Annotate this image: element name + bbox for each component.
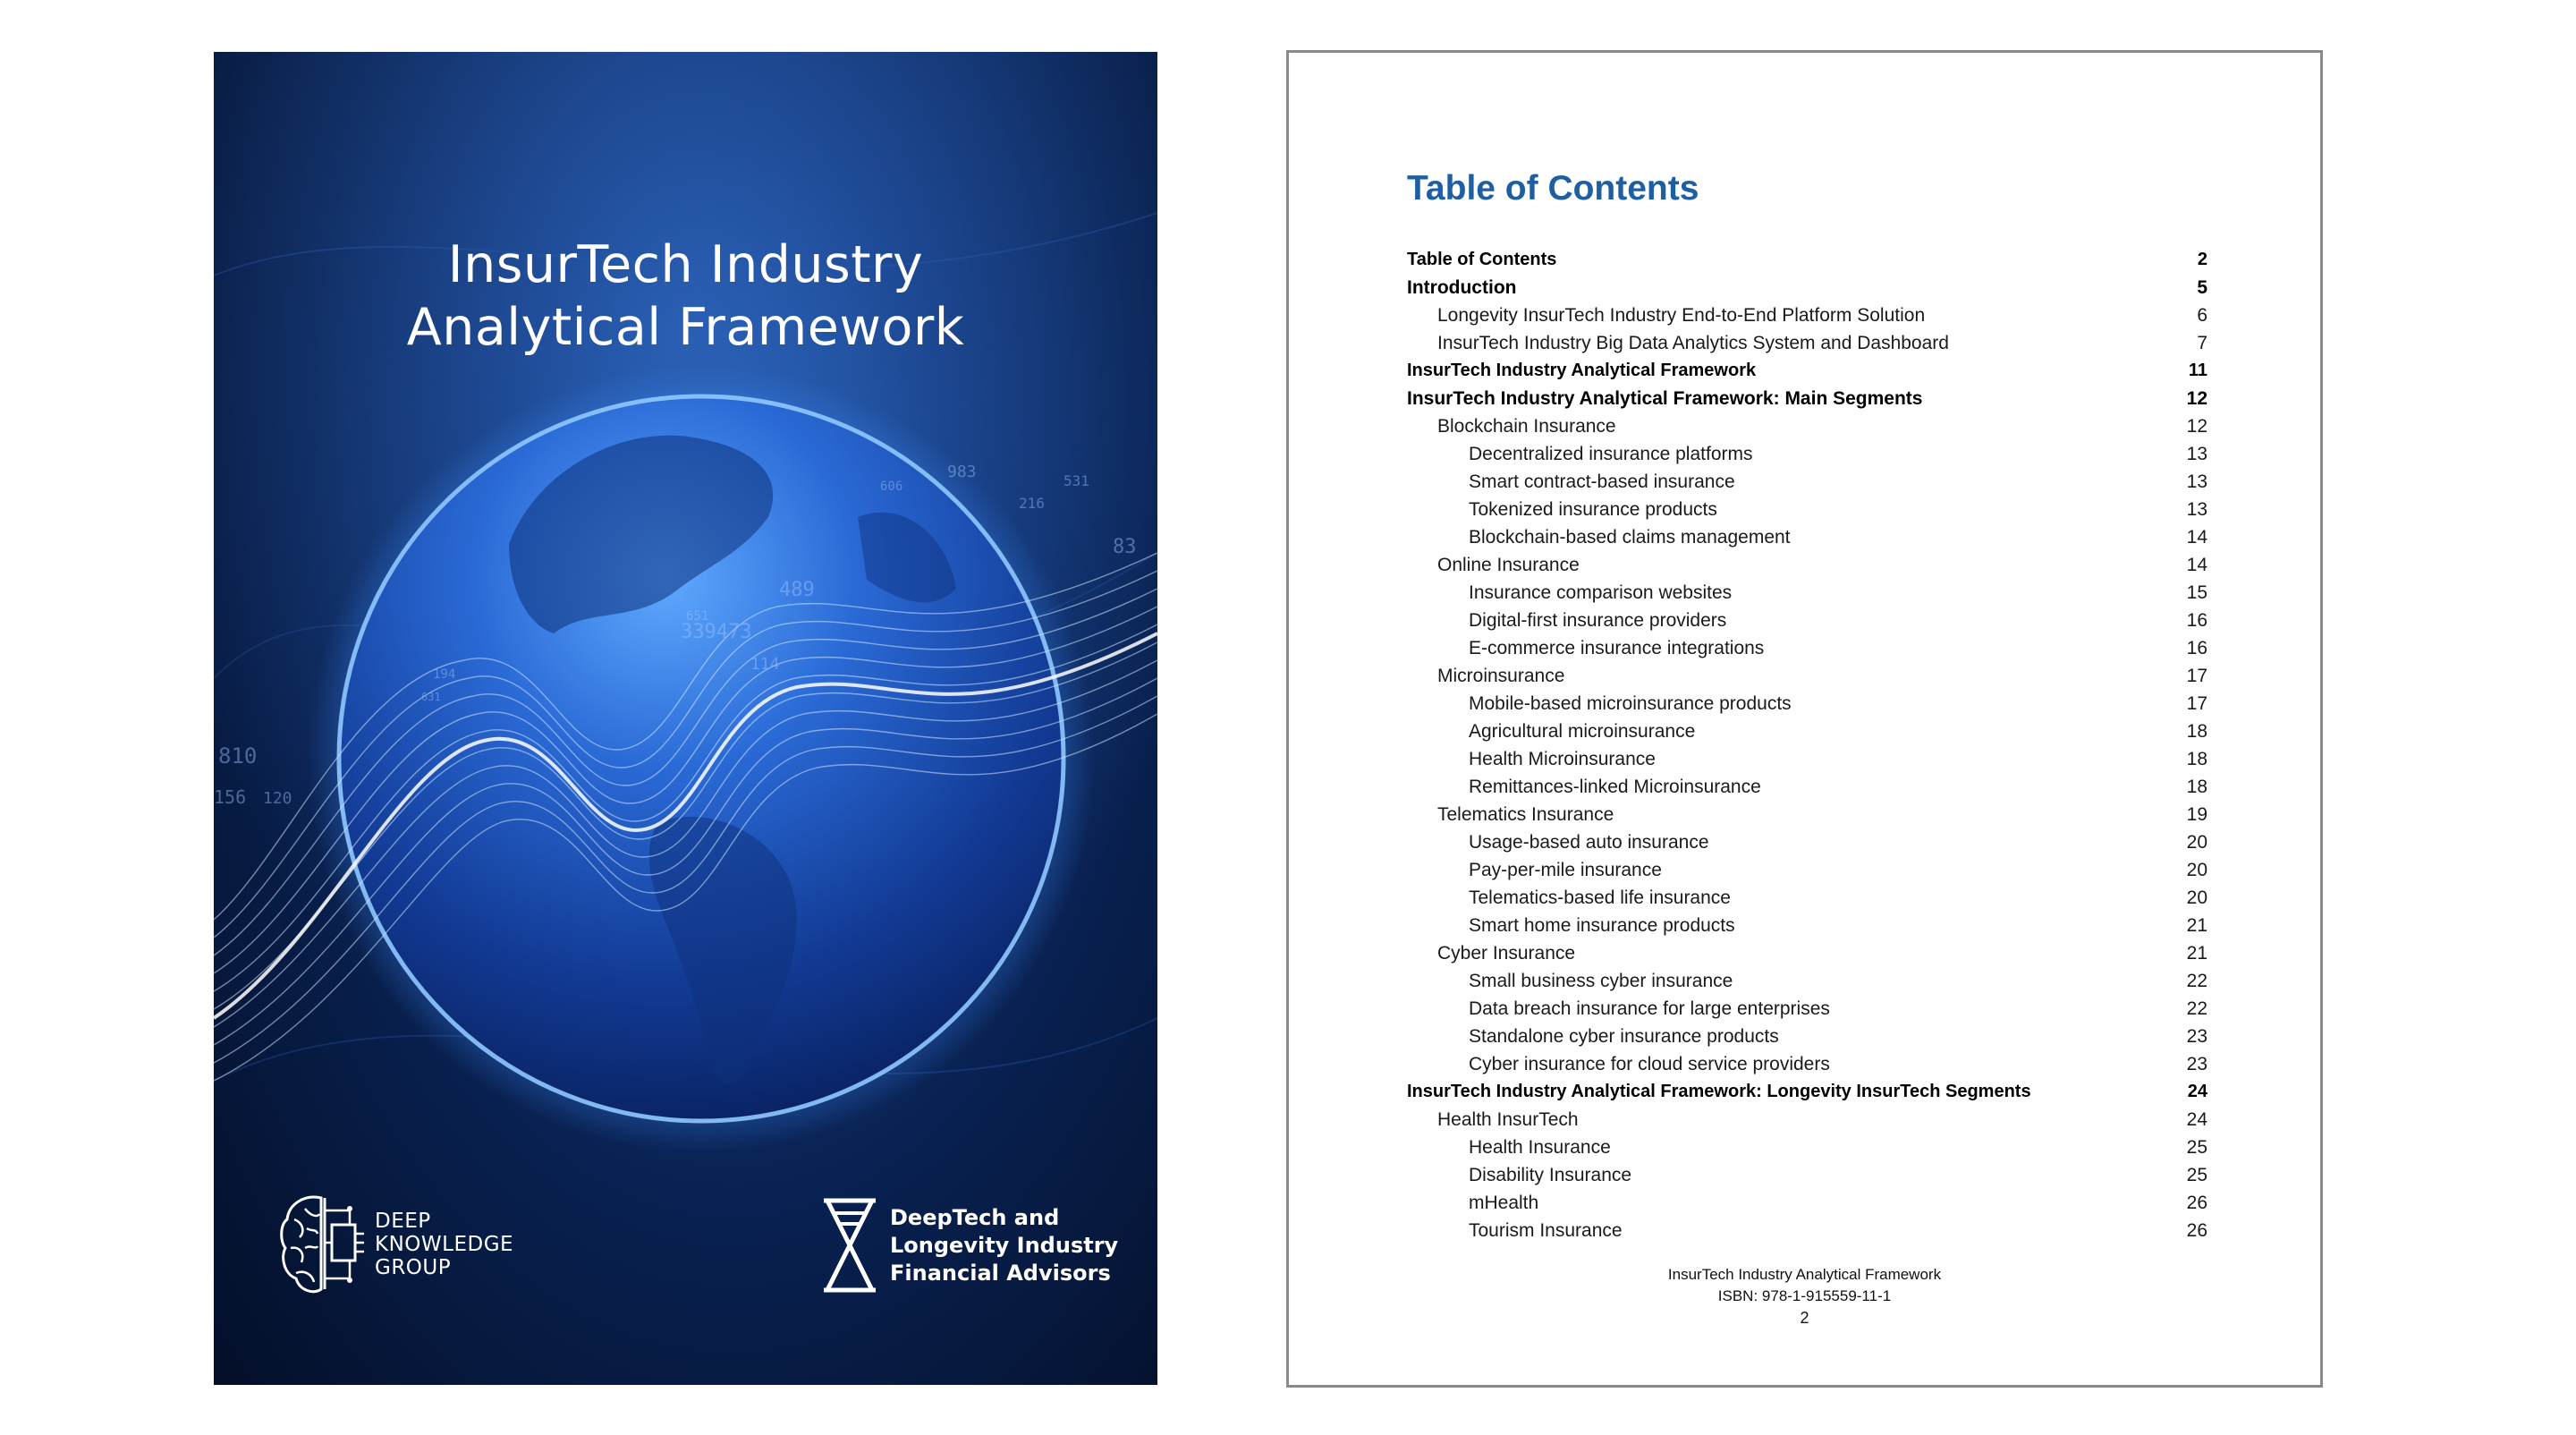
cover-title-line-2: Analytical Framework xyxy=(406,298,965,357)
toc-entry-title: Small business cyber insurance xyxy=(1469,971,1733,991)
table-of-contents-page xyxy=(1286,50,2323,1388)
toc-entry[interactable] xyxy=(1407,301,2207,329)
toc-entry-title: Cyber Insurance xyxy=(1437,943,1576,964)
footer-isbn: ISBN: 978-1-915559-11-1 xyxy=(1717,1287,1892,1304)
deeptech-longevity-logo-text xyxy=(890,1204,1118,1287)
toc-entry-page: 16 xyxy=(2186,638,2207,658)
toc-entry-page: 12 xyxy=(2186,388,2207,409)
toc-entry-page: 20 xyxy=(2186,887,2207,908)
svg-text:114: 114 xyxy=(750,655,780,674)
toc-entry[interactable] xyxy=(1407,856,2207,884)
logo-left-line-1: DEEP xyxy=(375,1210,431,1233)
toc-entry[interactable] xyxy=(1407,385,2207,412)
svg-text:606: 606 xyxy=(880,480,903,494)
toc-entry-title: Insurance comparison websites xyxy=(1469,582,1733,603)
toc-entry[interactable] xyxy=(1407,1134,2207,1161)
toc-entry-page: 24 xyxy=(2187,1082,2207,1101)
deep-knowledge-group-logo-text xyxy=(375,1210,513,1279)
toc-entry[interactable] xyxy=(1407,496,2207,523)
toc-entry[interactable] xyxy=(1407,1189,2207,1217)
toc-entry-page: 15 xyxy=(2186,582,2207,603)
toc-entry-page: 20 xyxy=(2186,860,2207,880)
brain-chip-logo-icon xyxy=(278,1193,368,1298)
toc-entry-page: 7 xyxy=(2197,333,2207,353)
toc-entry[interactable] xyxy=(1407,607,2207,634)
toc-entry[interactable] xyxy=(1407,1161,2207,1189)
toc-entry[interactable] xyxy=(1407,884,2207,912)
toc-entry-title: Mobile-based microinsurance products xyxy=(1469,693,1792,714)
toc-entry[interactable] xyxy=(1407,468,2207,496)
svg-text:531: 531 xyxy=(1063,472,1089,489)
toc-entry-page: 18 xyxy=(2186,749,2207,769)
svg-text:339473: 339473 xyxy=(681,621,752,643)
toc-entry-title: Standalone cyber insurance products xyxy=(1469,1026,1779,1047)
toc-entry-page: 13 xyxy=(2186,471,2207,492)
toc-entry[interactable] xyxy=(1407,939,2207,967)
toc-entry-title: Longevity InsurTech Industry End-to-End Platform Solution xyxy=(1437,305,1926,326)
toc-entry-title: Tokenized insurance products xyxy=(1469,499,1717,520)
toc-entry-title: Blockchain Insurance xyxy=(1437,416,1616,437)
toc-entry[interactable] xyxy=(1407,967,2207,995)
toc-entry-page: 5 xyxy=(2197,277,2207,298)
toc-entry-page: 13 xyxy=(2186,499,2207,520)
toc-entry-title: Introduction xyxy=(1407,277,1517,298)
footer-title: InsurTech Industry Analytical Framework xyxy=(1667,1266,1942,1283)
toc-entry-page: 23 xyxy=(2186,1026,2207,1047)
toc-entry-title: Decentralized insurance platforms xyxy=(1469,444,1753,464)
toc-entry-page: 19 xyxy=(2186,804,2207,825)
toc-entry-title: Usage-based auto insurance xyxy=(1469,832,1709,853)
toc-entry-page: 2 xyxy=(2197,250,2207,269)
toc-entry-title: Health InsurTech xyxy=(1437,1109,1579,1130)
toc-entry-page: 26 xyxy=(2186,1193,2207,1213)
logo-left-line-3: GROUP xyxy=(375,1256,452,1279)
toc-entry-page: 26 xyxy=(2186,1220,2207,1241)
toc-entry[interactable] xyxy=(1407,690,2207,718)
toc-entry-page: 18 xyxy=(2186,777,2207,797)
toc-entry-title: Digital-first insurance providers xyxy=(1469,610,1727,631)
toc-entry[interactable] xyxy=(1407,523,2207,551)
svg-text:120: 120 xyxy=(263,789,292,808)
toc-entry-title: Health Microinsurance xyxy=(1469,749,1656,769)
footer-page-number: 2 xyxy=(1800,1309,1809,1327)
toc-entry[interactable] xyxy=(1407,718,2207,745)
toc-entry-page: 17 xyxy=(2186,693,2207,714)
toc-entry[interactable] xyxy=(1407,828,2207,856)
toc-entry-title: Smart contract-based insurance xyxy=(1469,471,1735,492)
toc-entry[interactable] xyxy=(1407,274,2207,301)
toc-entry-title: E-commerce insurance integrations xyxy=(1469,638,1765,658)
toc-entry-page: 22 xyxy=(2186,998,2207,1019)
toc-entry[interactable] xyxy=(1407,1050,2207,1078)
toc-entry[interactable] xyxy=(1407,745,2207,773)
toc-entry[interactable] xyxy=(1407,440,2207,468)
toc-entry-title: InsurTech Industry Analytical Framework: Longevity InsurTech Segments xyxy=(1407,1082,2031,1101)
toc-entry-page: 6 xyxy=(2197,305,2207,326)
svg-text:216: 216 xyxy=(1019,495,1045,512)
toc-entry-title: Smart home insurance products xyxy=(1469,915,1735,936)
toc-entry-title: Table of Contents xyxy=(1407,250,1557,269)
toc-entry-page: 16 xyxy=(2186,610,2207,631)
toc-entry[interactable] xyxy=(1407,912,2207,939)
logo-right-line-3: Financial Advisors xyxy=(890,1261,1111,1286)
svg-text:810: 810 xyxy=(218,743,258,768)
svg-text:83: 83 xyxy=(1113,536,1137,558)
toc-entry-title: Pay-per-mile insurance xyxy=(1469,860,1662,880)
svg-text:983: 983 xyxy=(947,463,977,481)
toc-entry-page: 25 xyxy=(2186,1165,2207,1185)
toc-entry-page: 22 xyxy=(2186,971,2207,991)
report-cover xyxy=(214,52,1157,1385)
svg-text:194: 194 xyxy=(433,667,456,682)
toc-entry-title: Tourism Insurance xyxy=(1469,1220,1623,1241)
cover-title-line-1: InsurTech Industry xyxy=(447,235,924,294)
toc-entry[interactable] xyxy=(1407,1217,2207,1244)
svg-text:651: 651 xyxy=(686,609,709,624)
toc-entry-title: Health Insurance xyxy=(1469,1137,1611,1158)
toc-entry-page: 25 xyxy=(2186,1137,2207,1158)
toc-entry-page: 14 xyxy=(2186,527,2207,548)
toc-entry-page: 21 xyxy=(2186,915,2207,936)
toc-entry-page: 14 xyxy=(2186,555,2207,575)
toc-entry-page: 12 xyxy=(2186,416,2207,437)
toc-entry-title: InsurTech Industry Analytical Framework: Main Segments xyxy=(1407,388,1923,409)
toc-entry-title: mHealth xyxy=(1469,1193,1539,1213)
toc-entry-title: Data breach insurance for large enterprises xyxy=(1469,998,1830,1019)
toc-entry-page: 20 xyxy=(2186,832,2207,853)
toc-entry-title: Online Insurance xyxy=(1437,555,1580,575)
hourglass-logo-icon xyxy=(820,1197,879,1294)
toc-entry[interactable] xyxy=(1407,329,2207,357)
logo-left-line-2: KNOWLEDGE xyxy=(375,1233,514,1256)
toc-entry-title: Blockchain-based claims management xyxy=(1469,527,1791,548)
toc-entry-title: Remittances-linked Microinsurance xyxy=(1469,777,1761,797)
toc-entry-title: Telematics Insurance xyxy=(1437,804,1614,825)
toc-entry[interactable] xyxy=(1407,1023,2207,1050)
toc-entry[interactable] xyxy=(1407,662,2207,690)
toc-entry[interactable] xyxy=(1407,634,2207,662)
toc-entry[interactable] xyxy=(1407,551,2207,579)
svg-text:631: 631 xyxy=(421,691,441,703)
svg-text:489: 489 xyxy=(779,579,815,601)
toc-entry-page: 18 xyxy=(2186,721,2207,742)
toc-entry-title: Telematics-based life insurance xyxy=(1469,887,1731,908)
toc-heading: Table of Contents xyxy=(1407,169,1699,208)
toc-entry[interactable] xyxy=(1407,1106,2207,1134)
logo-right-line-2: Longevity Industry xyxy=(890,1233,1119,1258)
logo-right-line-1: DeepTech and xyxy=(890,1205,1060,1230)
toc-entry-page: 21 xyxy=(2186,943,2207,964)
toc-entry-title: Microinsurance xyxy=(1437,666,1565,686)
toc-entry-page: 23 xyxy=(2186,1054,2207,1074)
toc-entry[interactable] xyxy=(1407,412,2207,440)
svg-text:156: 156 xyxy=(214,786,247,808)
toc-entry-page: 11 xyxy=(2188,361,2207,380)
toc-entry[interactable] xyxy=(1407,801,2207,828)
toc-entry[interactable] xyxy=(1407,246,2207,274)
toc-entry[interactable] xyxy=(1407,1078,2207,1106)
toc-entry[interactable] xyxy=(1407,579,2207,607)
toc-entry[interactable] xyxy=(1407,357,2207,385)
toc-entry-title: Agricultural microinsurance xyxy=(1469,721,1696,742)
toc-entry-title: InsurTech Industry Analytical Framework xyxy=(1407,361,1757,380)
toc-entry[interactable] xyxy=(1407,773,2207,801)
toc-entry-page: 13 xyxy=(2186,444,2207,464)
toc-entry-title: Disability Insurance xyxy=(1469,1165,1632,1185)
toc-entry-title: InsurTech Industry Big Data Analytics System and Dashboard xyxy=(1437,333,1949,353)
toc-entry[interactable] xyxy=(1407,995,2207,1023)
toc-list xyxy=(1407,246,2207,1244)
toc-entry-title: Cyber insurance for cloud service providers xyxy=(1469,1054,1830,1074)
toc-entry-page: 24 xyxy=(2186,1109,2207,1130)
toc-entry-page: 17 xyxy=(2186,666,2207,686)
